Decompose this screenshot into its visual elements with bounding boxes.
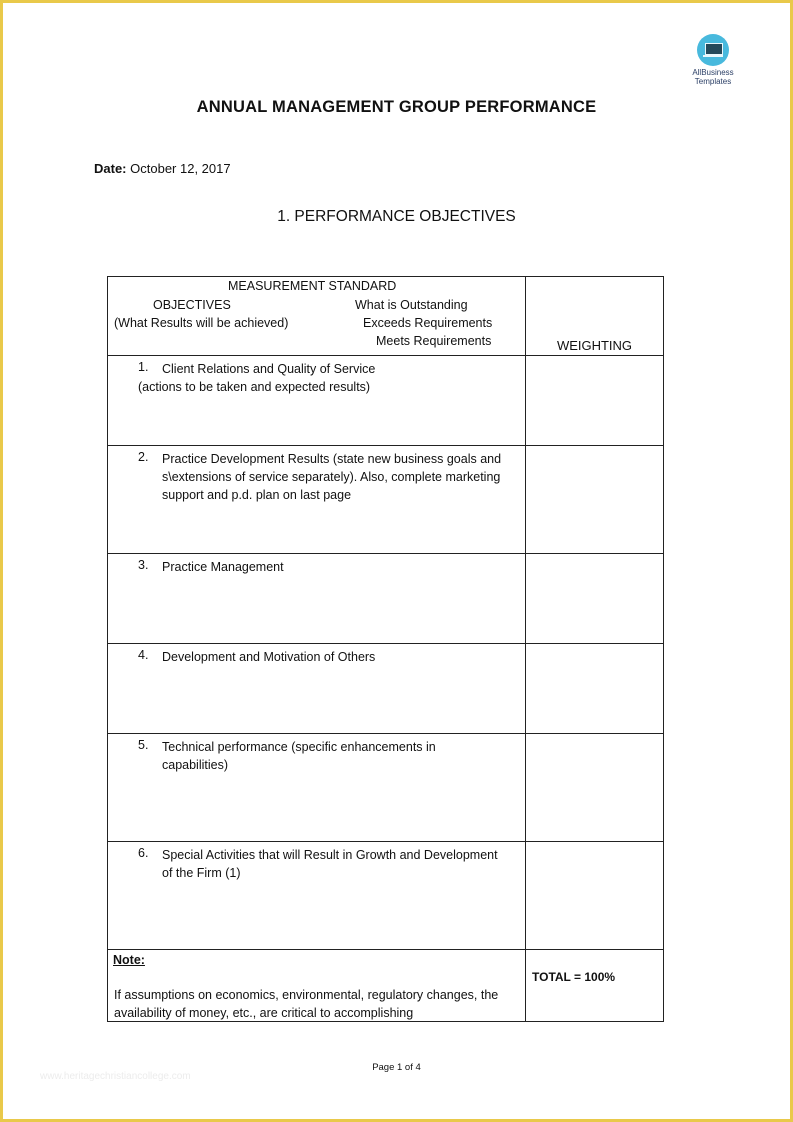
logo-text: AllBusiness Templates <box>692 68 734 86</box>
section-title: 1. PERFORMANCE OBJECTIVES <box>277 208 516 225</box>
objective-cell-3: 3. Practice Management <box>108 554 526 644</box>
objective-cell-5: 5. Technical performance (specific enhancements in capabilities) <box>108 734 526 842</box>
meets-label: Meets Requirements <box>376 334 492 348</box>
note-cell <box>108 950 526 1022</box>
total-cell <box>526 950 664 1022</box>
objective-cell-2: 2. Practice Development Results (state new business goals and s\extensions of service separately). Also, complete marketing support and p.d. plan on last page <box>108 446 526 554</box>
weighting-header-cell <box>526 277 664 356</box>
weighting-cell-2[interactable] <box>526 446 664 554</box>
objectives-table <box>107 276 664 1022</box>
measurement-standard-label: MEASUREMENT STANDARD <box>228 279 397 293</box>
objective-cell-6: 6. Special Activities that will Result in Growth and Development of the Firm (1) <box>108 842 526 950</box>
objectives-sub-label: (What Results will be achieved) <box>114 316 289 330</box>
brand-logo <box>687 34 739 86</box>
objective-cell-1: 1. Client Relations and Quality of Service (actions to be taken and expected results) <box>108 356 526 446</box>
objectives-label: OBJECTIVES <box>153 298 231 312</box>
objective-cell-4: 4. Development and Motivation of Others <box>108 644 526 734</box>
weighting-cell-5[interactable] <box>526 734 664 842</box>
date-value: October 12, 2017 <box>130 161 231 176</box>
date-label: Date: <box>94 161 127 176</box>
table-row <box>108 356 664 446</box>
table-row <box>108 554 664 644</box>
note-body: If assumptions on economics, environmental, regulatory changes, the availability of money, etc., are critical to accomplishing <box>114 988 499 1020</box>
weighting-label: WEIGHTING <box>556 338 633 353</box>
laptop-icon <box>697 34 729 66</box>
date-line <box>94 161 231 176</box>
weighting-cell-1[interactable] <box>526 356 664 446</box>
weighting-cell-4[interactable] <box>526 644 664 734</box>
watermark: www.heritagechristiancollege.com <box>40 1071 191 1082</box>
measurement-header-cell <box>108 277 526 356</box>
table-row <box>108 842 664 950</box>
note-row <box>108 950 664 1022</box>
weighting-cell-3[interactable] <box>526 554 664 644</box>
table-row <box>108 734 664 842</box>
note-label: Note: <box>113 953 145 967</box>
outstanding-label: What is Outstanding <box>355 298 468 312</box>
table-row <box>108 644 664 734</box>
document-title: ANNUAL MANAGEMENT GROUP PERFORMANCE <box>196 98 597 116</box>
table-row <box>108 446 664 554</box>
weighting-cell-6[interactable] <box>526 842 664 950</box>
table-header-row <box>108 277 664 356</box>
page-number: Page 1 of 4 <box>372 1062 421 1073</box>
exceeds-label: Exceeds Requirements <box>363 316 493 330</box>
total-label: TOTAL = 100% <box>532 970 616 984</box>
